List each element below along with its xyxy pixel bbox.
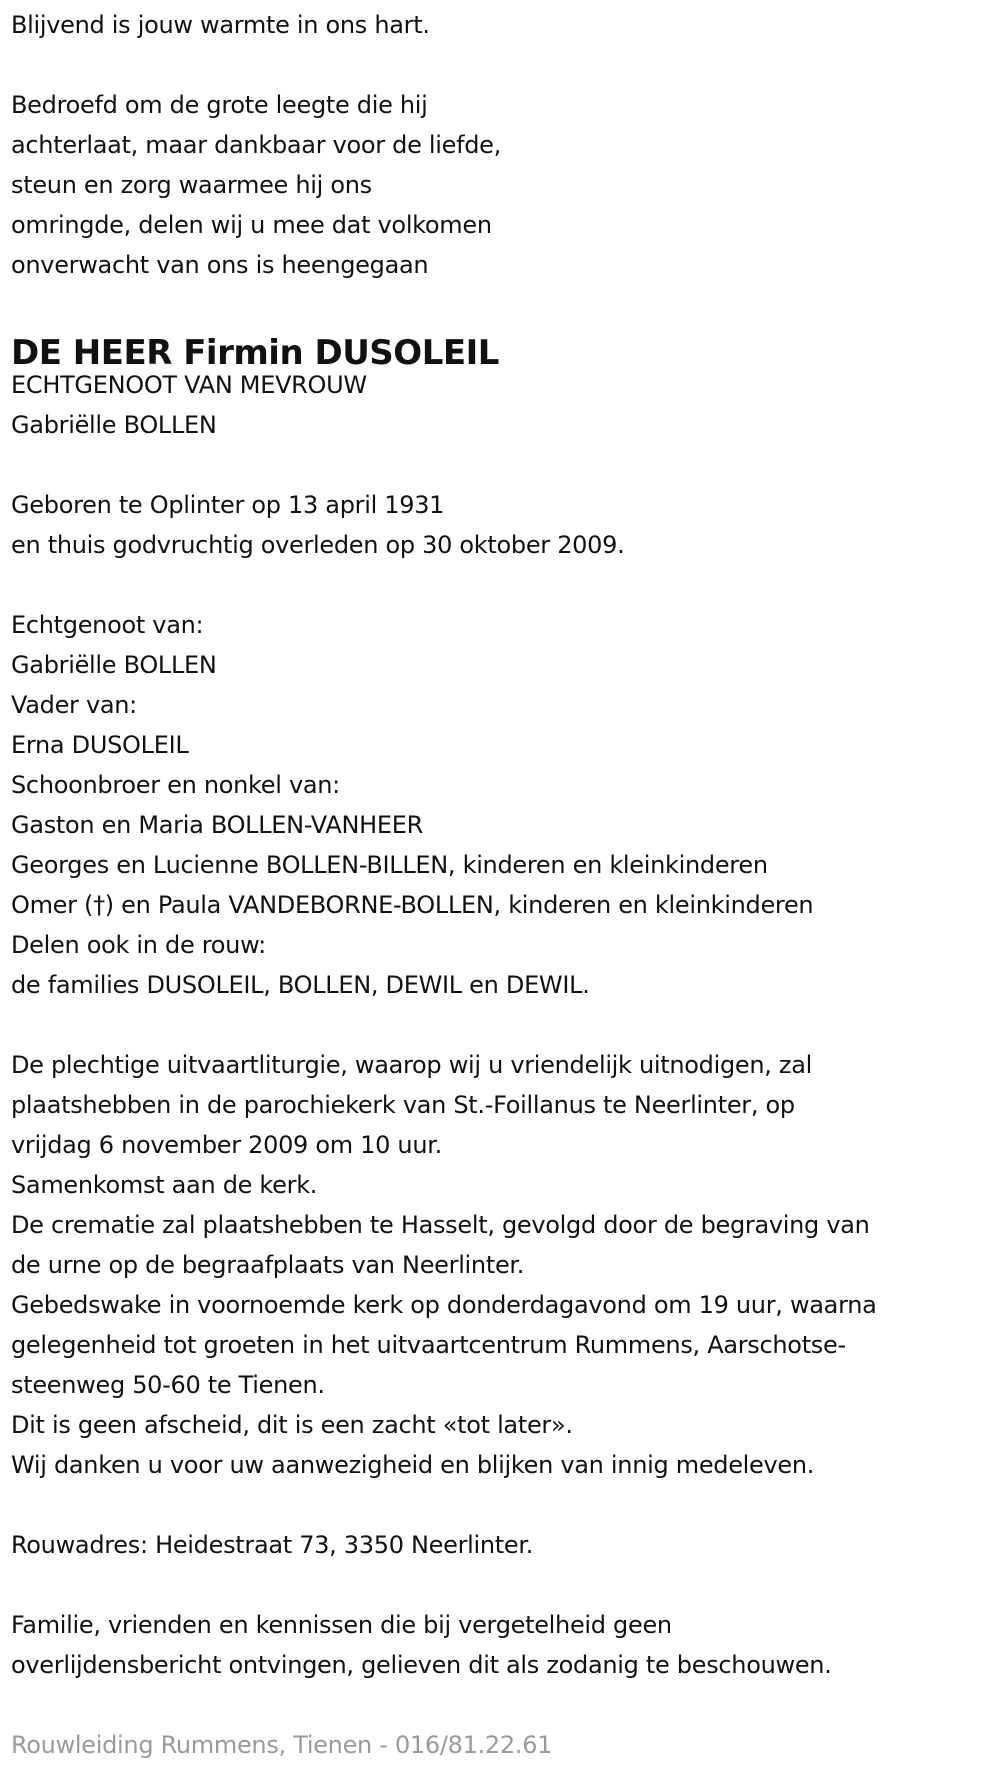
ceremony-line: Gebedswake in voornoemde kerk op donderdagavond om 19 uur, waarna — [11, 1291, 877, 1319]
ceremony-line: steenweg 50-60 te Tienen. — [11, 1371, 325, 1399]
intro-line: Bedroefd om de grote leegte die hij — [11, 91, 428, 119]
family-line: Omer (†) en Paula VANDEBORNE-BOLLEN, kinderen en kleinkinderen — [11, 891, 814, 919]
intro-line: onverwacht van ons is heengegaan — [11, 251, 429, 279]
family-line: Gabriëlle BOLLEN — [11, 651, 217, 679]
intro-line: steun en zorg waarmee hij ons — [11, 171, 372, 199]
ceremony-line: plaatshebben in de parochiekerk van St.-Foillanus te Neerlinter, op — [11, 1091, 795, 1119]
ceremony-line: Wij danken u voor uw aanwezigheid en blijken van innig medeleven. — [11, 1451, 815, 1479]
ceremony-line: gelegenheid tot groeten in het uitvaartcentrum Rummens, Aarschotse- — [11, 1331, 846, 1359]
birth-date: Geboren te Oplinter op 13 april 1931 — [11, 491, 445, 519]
family-line: de families DUSOLEIL, BOLLEN, DEWIL en DEWIL. — [11, 971, 590, 999]
notice-line: Familie, vrienden en kennissen die bij vergetelheid geen — [11, 1611, 672, 1639]
deceased-name-title: DE HEER Firmin DUSOLEIL — [11, 333, 499, 373]
intro-line: omringde, delen wij u mee dat volkomen — [11, 211, 492, 239]
ceremony-line: Dit is geen afscheid, dit is een zacht «tot later». — [11, 1411, 573, 1439]
death-date: en thuis godvruchtig overleden op 30 oktober 2009. — [11, 531, 625, 559]
ceremony-line: De plechtige uitvaartliturgie, waarop wij u vriendelijk uitnodigen, zal — [11, 1051, 813, 1079]
mourning-address: Rouwadres: Heidestraat 73, 3350 Neerlinter. — [11, 1531, 534, 1559]
family-line: Georges en Lucienne BOLLEN-BILLEN, kinderen en kleinkinderen — [11, 851, 768, 879]
ceremony-line: de urne op de begraafplaats van Neerlinter. — [11, 1251, 525, 1279]
spouse-name: Gabriëlle BOLLEN — [11, 411, 217, 439]
family-list — [11, 605, 1000, 1005]
family-line: Delen ook in de rouw: — [11, 931, 266, 959]
family-line: Erna DUSOLEIL — [11, 731, 189, 759]
ceremony-details — [11, 1045, 1000, 1485]
spouse-label: ECHTGENOOT VAN MEVROUW — [11, 371, 367, 399]
ceremony-line: vrijdag 6 november 2009 om 10 uur. — [11, 1131, 442, 1159]
ceremony-line: De crematie zal plaatshebben te Hasselt, gevolgd door de begraving van — [11, 1211, 870, 1239]
funeral-director-footer: Rouwleiding Rummens, Tienen - 016/81.22.61 — [11, 1731, 553, 1759]
motto: Blijvend is jouw warmte in ons hart. — [11, 11, 430, 39]
intro-line: achterlaat, maar dankbaar voor de liefde, — [11, 131, 501, 159]
intro-paragraph — [11, 85, 1000, 285]
ceremony-line: Samenkomst aan de kerk. — [11, 1171, 318, 1199]
family-line: Schoonbroer en nonkel van: — [11, 771, 340, 799]
family-line: Gaston en Maria BOLLEN-VANHEER — [11, 811, 423, 839]
family-line: Echtgenoot van: — [11, 611, 204, 639]
notice-line: overlijdensbericht ontvingen, gelieven dit als zodanig te beschouwen. — [11, 1651, 832, 1679]
family-line: Vader van: — [11, 691, 137, 719]
